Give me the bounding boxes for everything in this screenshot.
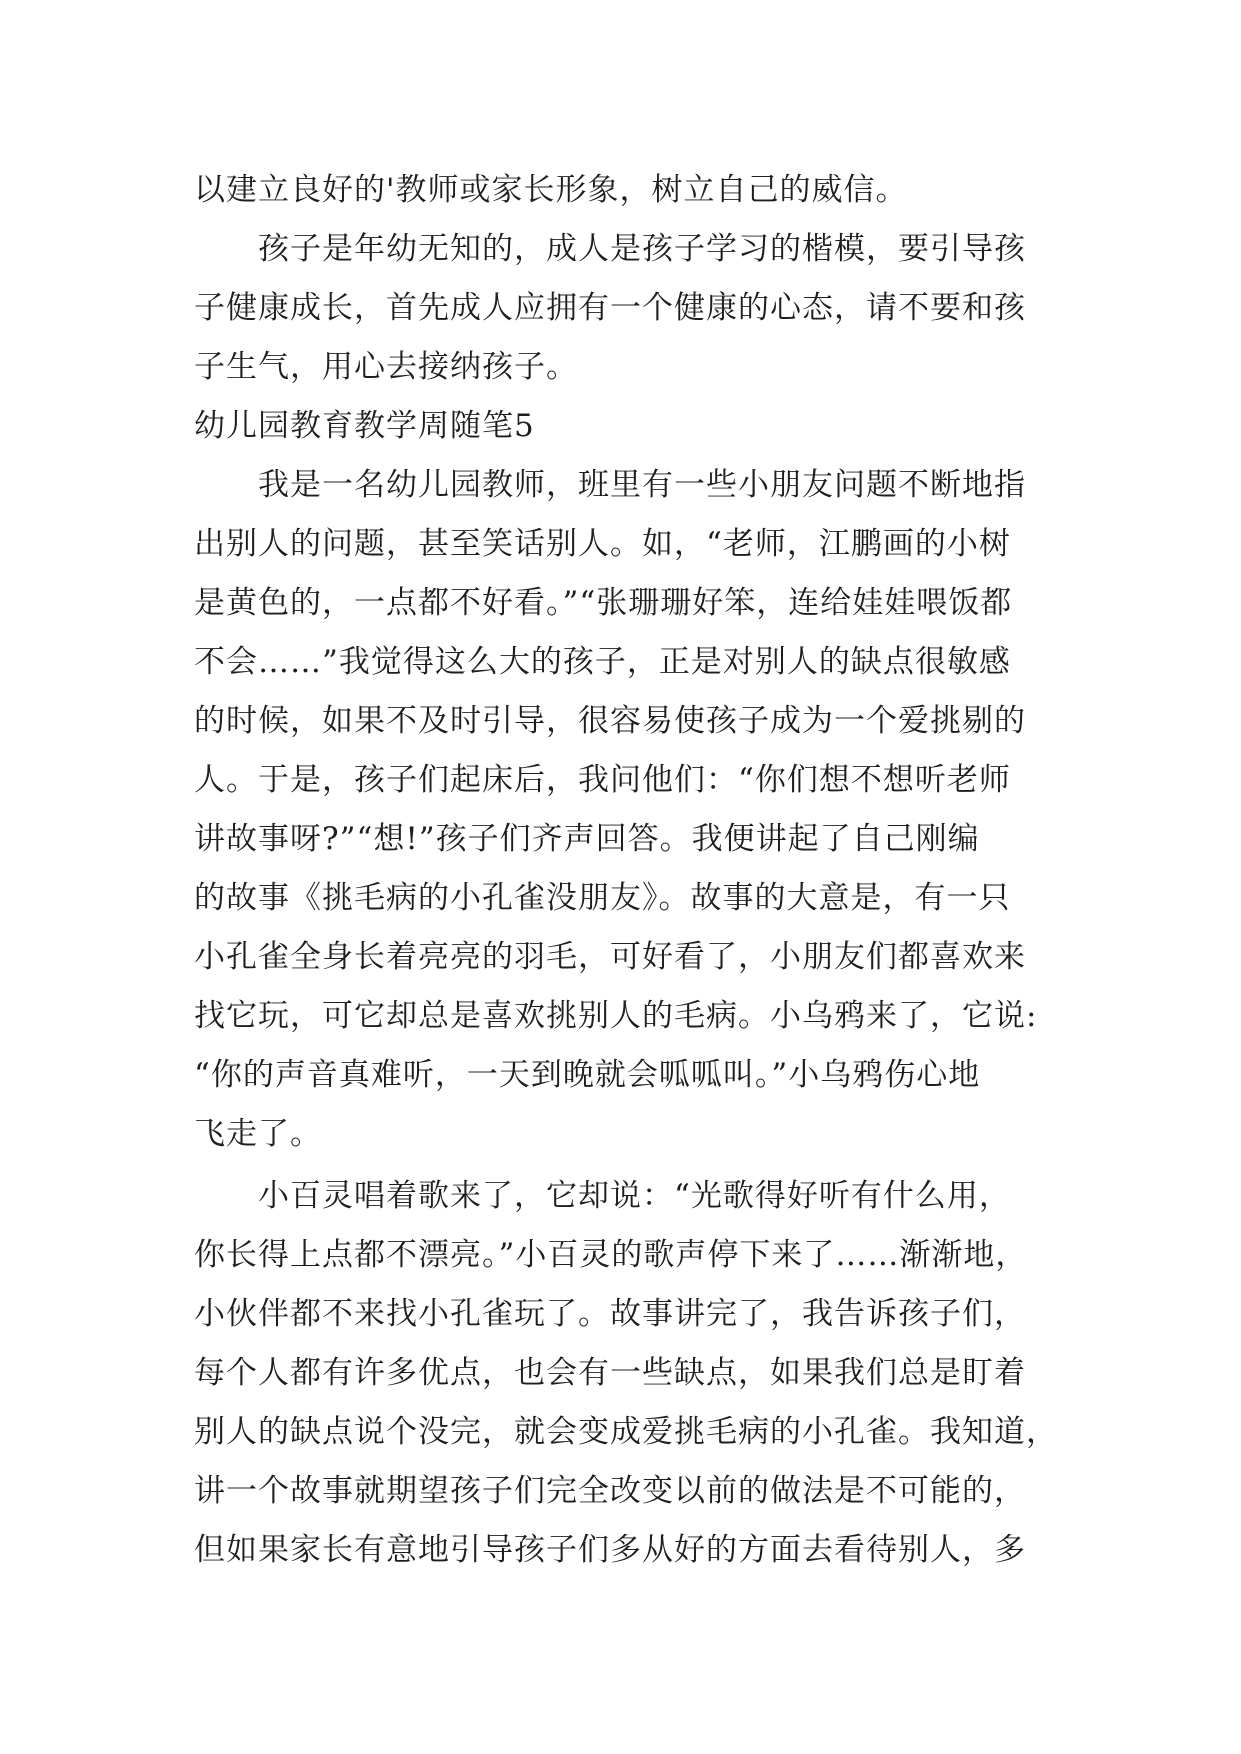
paragraph-line: 是黄色的，一点都不好看。”“张珊珊好笨，连给娃娃喂饭都 (194, 585, 1013, 621)
paragraph-line: 不会……”我觉得这么大的孩子，正是对别人的缺点很敏感 (194, 644, 1011, 680)
section-heading: 幼儿园教育教学周随笔5 (194, 408, 535, 444)
paragraph-line: 小孔雀全身长着亮亮的羽毛，可好看了，小朋友们都喜欢来 (194, 939, 1026, 975)
paragraph-line: 讲一个故事就期望孩子们完全改变以前的做法是不可能的， (194, 1473, 1026, 1509)
paragraph-line: “你的声音真难听，一天到晚就会呱呱叫。”小乌鸦伤心地 (194, 1057, 981, 1093)
paragraph-line: 小伙伴都不来找小孔雀玩了。故事讲完了，我告诉孩子们， (194, 1296, 1026, 1332)
paragraph-line: 以建立良好的'教师或家长形象，树立自己的威信。 (194, 172, 908, 208)
paragraph-line: 找它玩，可它却总是喜欢挑别人的毛病。小乌鸦来了，它说: (194, 998, 1038, 1034)
paragraph-line: 小百灵唱着歌来了，它却说：“光歌得好听有什么用， (258, 1178, 1011, 1214)
paragraph-line: 出别人的问题，甚至笑话别人。如，“老师，江鹏画的小树 (194, 526, 1011, 562)
paragraph-line: 孩子是年幼无知的，成人是孩子学习的楷模，要引导孩 (258, 231, 1026, 267)
paragraph-line: 但如果家长有意地引导孩子们多从好的方面去看待别人，多 (194, 1532, 1026, 1568)
paragraph-line: 的故事《挑毛病的小孔雀没朋友》。故事的大意是，有一只 (194, 880, 1011, 916)
document-body (194, 161, 1058, 1580)
paragraph-line: 讲故事呀?”“想!”孩子们齐声回答。我便讲起了自己刚编 (194, 821, 980, 857)
paragraph-line: 飞走了。 (194, 1116, 322, 1152)
paragraph-line: 每个人都有许多优点，也会有一些缺点，如果我们总是盯着 (194, 1355, 1026, 1391)
paragraph-line: 你长得上点都不漂亮。”小百灵的歌声停下来了……渐渐地， (194, 1237, 1028, 1273)
paragraph-line: 我是一名幼儿园教师，班里有一些小朋友问题不断地指 (258, 467, 1026, 503)
paragraph-line: 子生气，用心去接纳孩子。 (194, 349, 578, 385)
paragraph-line: 别人的缺点说个没完，就会变成爱挑毛病的小孔雀。我知道， (194, 1414, 1058, 1450)
paragraph-line: 子健康成长，首先成人应拥有一个健康的心态，请不要和孩 (194, 290, 1026, 326)
paragraph-line: 人。于是，孩子们起床后，我问他们：“你们想不想听老师 (194, 762, 1011, 798)
paragraph-line: 的时候，如果不及时引导，很容易使孩子成为一个爱挑剔的 (194, 703, 1026, 739)
